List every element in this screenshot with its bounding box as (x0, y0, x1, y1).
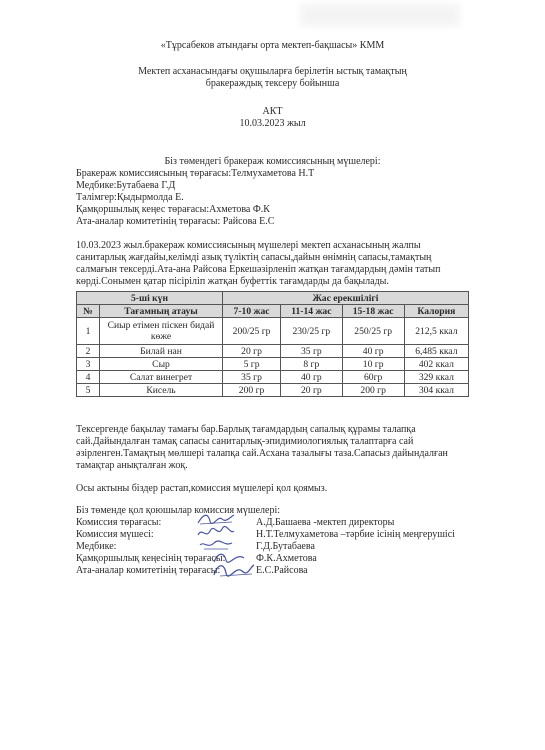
age-group-label: Жас ерекшілігі (223, 292, 469, 305)
confirmation-line: Осы актыны біздер растап,комиссия мүшелері қол қоямыз. (76, 483, 328, 494)
document-type: АКТ (262, 106, 283, 117)
row-number: 1 (77, 318, 100, 345)
subject-line-1: Мектеп асханасындағы оқушыларға берілетін ыстық тамақтың (138, 66, 407, 77)
portion-7-10: 200 гр (223, 384, 281, 397)
row-number: 4 (77, 371, 100, 384)
signer-name: А.Д.Башаева -мектеп директоры (256, 517, 395, 528)
column-header: Тағамның атауы (100, 305, 223, 318)
conclusion-line: сай.Дайындалған тамақ сапасы санитарлық-эпидимиологиялық талаптарға сай (76, 436, 414, 447)
portion-15-18: 250/25 гр (342, 318, 404, 345)
portion-11-14: 40 гр (281, 371, 342, 384)
column-header: № (77, 305, 100, 318)
commission-member: Бракераж комиссиясының төрағасы:Телмухаметова Н.Т (76, 168, 315, 179)
portion-15-18: 60гр (342, 371, 404, 384)
dish-name: Салат винегрет (100, 371, 223, 384)
portion-7-10: 35 гр (223, 371, 281, 384)
signer-role: Қамқоршылық кеңесінің төрағасы: (76, 553, 226, 564)
school-name: «Тұрсабеков атындағы орта мектеп-бақшасы» КММ (160, 40, 385, 51)
column-header: 7-10 жас (223, 305, 281, 318)
row-number: 2 (77, 345, 100, 358)
table-row (77, 358, 469, 371)
column-header: 15-18 жас (342, 305, 404, 318)
signer-name: Ф.К.Ахметова (256, 553, 317, 564)
column-header: Калория (404, 305, 468, 318)
portion-11-14: 8 гр (281, 358, 342, 371)
subject-line-2: бракераждық тексеру бойынша (205, 78, 340, 89)
signatures-intro: Біз төменде қол қоюшылар комиссия мүшелері: (76, 505, 280, 516)
signer-role: Медбике: (76, 541, 117, 552)
portion-15-18: 200 гр (342, 384, 404, 397)
table-header-row (77, 292, 469, 305)
calories: 212,5 ккал (404, 318, 468, 345)
signer-role: Комиссия мүшесі: (76, 529, 154, 540)
portion-11-14: 20 гр (281, 384, 342, 397)
calories: 329 ккал (404, 371, 468, 384)
dish-name: Сыр (100, 358, 223, 371)
commission-member: Медбике:Бутабаева Г.Д (76, 180, 176, 191)
conclusion-line: тамақтар анықталған жоқ. (76, 460, 188, 471)
portion-11-14: 230/25 гр (281, 318, 342, 345)
signer-name: Е.С.Райсова (256, 565, 308, 576)
calories: 6,485 ккал (404, 345, 468, 358)
row-number: 3 (77, 358, 100, 371)
meal-table (76, 291, 469, 397)
signer-name: Г.Д.Бутабаева (256, 541, 315, 552)
portion-11-14: 35 гр (281, 345, 342, 358)
column-header: 11-14 жас (281, 305, 342, 318)
body-line: көрді.Сонымен қатар пісіріліп жатқан буфеттік тағамдарды да бақылады. (76, 276, 389, 287)
dish-name: Кисель (100, 384, 223, 397)
dish-name: Билай нан (100, 345, 223, 358)
portion-15-18: 10 гр (342, 358, 404, 371)
body-line: салмағын тексерді.Ата-ана Райсова Еркешәзірленіп жатқан тағамдардың дәмін татып (76, 264, 441, 275)
commission-intro: Біз төмендегі бракераж комиссиясының мүшелері: (164, 156, 381, 167)
conclusion-line: Тексергенде бақылау тамағы бар.Барлық тағамдардың сапалық құрамы талапқа (76, 424, 416, 435)
table-row (77, 318, 469, 345)
conclusion-line: әзірленген.Тамақтың мөлшері талапқа сай.Асхана тазалығы таза.Сапасыз дайындалған (76, 448, 448, 459)
portion-15-18: 40 гр (342, 345, 404, 358)
commission-member: Тәлімгер:Қыдырмолда Е. (76, 192, 184, 203)
signer-name: Н.Т.Телмухаметова –тәрбие ісінің меңгерушісі (256, 529, 455, 540)
portion-7-10: 5 гр (223, 358, 281, 371)
table-row (77, 345, 469, 358)
scan-smudge (300, 4, 460, 26)
portion-7-10: 20 гр (223, 345, 281, 358)
dish-name: Сиыр етімен піскен бидай көже (100, 318, 223, 345)
table-column-headers (77, 305, 469, 318)
commission-member: Ата-аналар комитетінің төрағасы: Райсова Е.С (76, 216, 275, 227)
calories: 304 ккал (404, 384, 468, 397)
commission-member: Қамқоршылық кеңес төрағасы:Ахметова Ф.К (76, 204, 270, 215)
portion-7-10: 200/25 гр (223, 318, 281, 345)
table-row (77, 371, 469, 384)
row-number: 5 (77, 384, 100, 397)
body-line: санитарлық жағдайы,келімді азық түліктің сапасы,дайын өнімнің сапасы,тамақтың (76, 252, 432, 263)
handwritten-signature (212, 561, 256, 579)
table-row (77, 384, 469, 397)
signer-role: Ата-аналар комитетінің төрағасы: (76, 565, 221, 576)
body-line: 10.03.2023 жыл.бракераж комиссиясының мүшелері мектеп асханасының жалпы (76, 240, 421, 251)
calories: 402 ккал (404, 358, 468, 371)
signer-role: Комиссия төрағасы: (76, 517, 162, 528)
document-date: 10.03.2023 жыл (239, 118, 306, 129)
day-label: 5-ші күн (77, 292, 223, 305)
